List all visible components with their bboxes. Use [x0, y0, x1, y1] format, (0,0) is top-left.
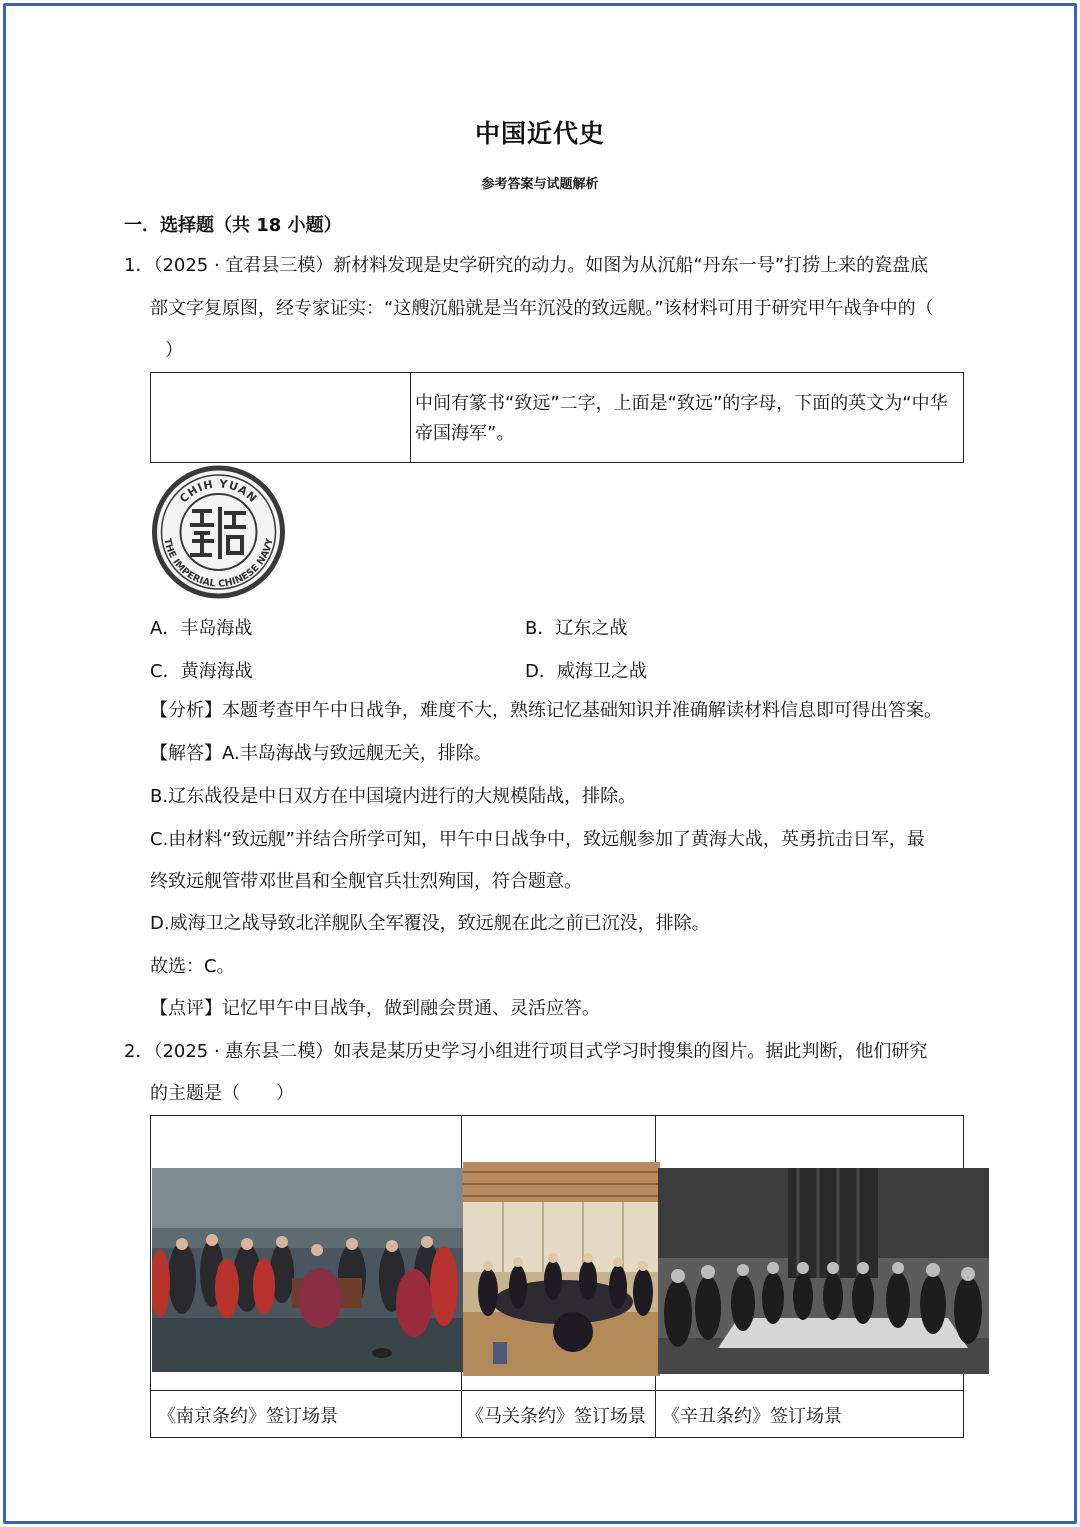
q2-stem-line2: 的主题是（ ）: [150, 1083, 294, 1104]
q2-stem-line1: 2．（2025 · 惠东县二模）如表是某历史学习小组进行项目式学习时搜集的图片。据此判断，他们研究: [124, 1041, 928, 1062]
q1-choice: 故选：C。: [150, 956, 235, 977]
q1-answer-c-line2: 终致远舰管带邓世昌和全舰官兵壮烈殉国，符合题意。: [150, 871, 582, 892]
nanjing-treaty-painting: [152, 1168, 464, 1372]
q1-stem-line1: 1．（2025 · 宜君县三模）新材料发现是史学研究的动力。如图为从沉船“丹东一号”打捞上来的瓷盘底: [124, 255, 929, 276]
section-heading: 一．选择题（共 18 小题）: [124, 215, 342, 236]
q2-caption-2: 《马关条约》签订场景: [466, 1406, 646, 1427]
q1-option-a[interactable]: A．丰岛海战: [150, 618, 253, 639]
q1-table-text-1: 中间有篆书“致远”二字，上面是“致远”的字母，下面的英文为“中华: [415, 393, 948, 414]
q1-comment: 【点评】记忆甲午中日战争，做到融会贯通、灵活应答。: [150, 998, 600, 1019]
shimonoseki-treaty-painting: [463, 1162, 660, 1376]
q1-table-text-2: 帝国海军”。: [415, 423, 515, 444]
page-subtitle: 参考答案与试题解析: [481, 177, 599, 192]
chihyuan-seal-image: [150, 465, 287, 599]
q1-option-d[interactable]: D．威海卫之战: [525, 661, 647, 682]
q1-answer-c-line1: C.由材料“致远舰”并结合所学可知，甲午中日战争中，致远舰参加了黄海大战，英勇抗击日军，最: [150, 829, 925, 850]
q1-answer-d: D.威海卫之战导致北洋舰队全军覆没，致远舰在此之前已沉没，排除。: [150, 913, 710, 934]
q2-caption-1: 《南京条约》签订场景: [158, 1406, 338, 1427]
q1-answer-a: 【解答】A.丰岛海战与致远舰无关，排除。: [150, 743, 492, 764]
q1-stem-line3: ）: [165, 340, 183, 361]
q1-material-table: [150, 372, 964, 463]
page-title: 中国近代史: [474, 119, 605, 148]
q1-table-text-cell: [411, 373, 964, 463]
seal-bottom-text: THE IMPERIAL CHINESE NAVY: [161, 537, 276, 590]
seal-top-text: CHIH YUAN: [177, 477, 260, 506]
q1-table-empty-cell: [151, 373, 411, 463]
q2-caption-3: 《辛丑条约》签订场景: [662, 1406, 842, 1427]
q1-option-b[interactable]: B．辽东之战: [525, 618, 628, 639]
boxer-protocol-photo: [658, 1168, 989, 1374]
q1-stem-line2: 部文字复原图，经专家证实：“这艘沉船就是当年沉没的致远舰。”该材料可用于研究甲午战争中的（: [150, 298, 934, 319]
q1-analysis: 【分析】本题考查甲午中日战争，难度不大，熟练记忆基础知识并准确解读材料信息即可得出答案。: [150, 700, 942, 721]
q1-option-c[interactable]: C．黄海海战: [150, 661, 253, 682]
q1-answer-b: B.辽东战役是中日双方在中国境内进行的大规模陆战，排除。: [150, 786, 637, 807]
